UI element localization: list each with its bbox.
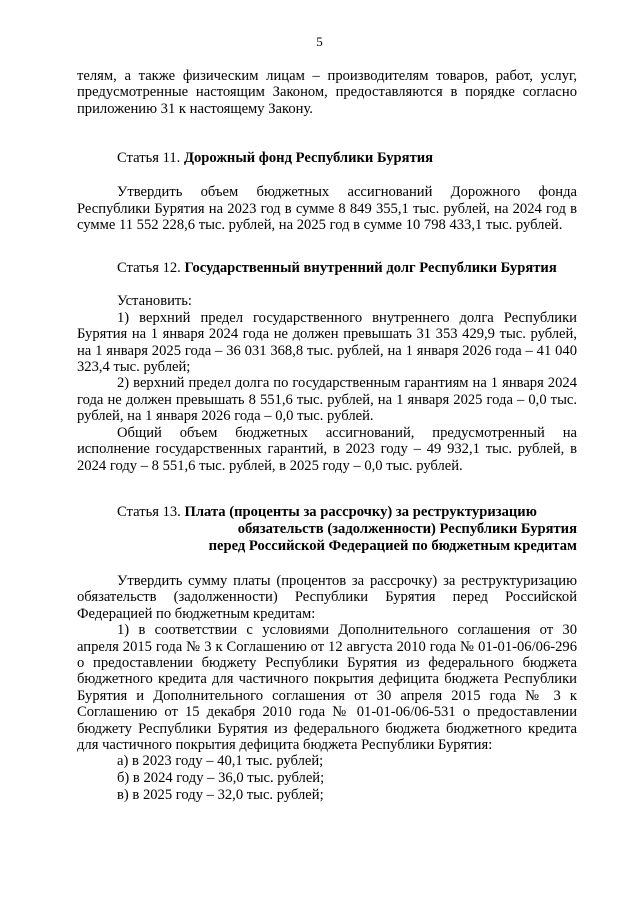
article-13-paragraph-1: Утвердить сумму платы (процентов за рассрочку) за реструктуризацию обязательств (задолженности) Республики Бурятия перед Российской Федерацией по бюджетным кредитам: [77,572,577,622]
list-item: а) в 2023 году – 40,1 тыс. рублей; [117,753,324,770]
intro-paragraph: телям, а также физическим лицам – производителям товаров, работ, услуг, предусмотренные настоящим Законом, предоставляются в порядке согласно приложению 31 к настоящему Закону. [77,68,577,117]
article-11-heading [77,150,577,167]
article-11-prefix: Статья 11. [117,150,181,167]
list-item: в) в 2025 году – 32,0 тыс. рублей; [117,787,324,804]
list-item: б) в 2024 году – 36,0 тыс. рублей; [117,770,325,787]
article-12-title: Государственный внутренний долг Республики Бурятия [184,260,557,277]
article-12-prefix: Статья 12. [117,260,181,277]
article-13-paragraph-2: 1) в соответствии с условиями Дополнительного соглашения от 30 апреля 2015 года № 3 к Соглашению от 12 августа 2010 года № 01-01-06/06-296 о предоставлении бюджету Республики Бурятия из федерального бюджета бюджетного кредита для частичного покрытия дефицита бюджета Республики Бурятия и Дополнительного соглашения от 30 апреля 2015 года № 3 к Соглашению от 15 декабря 2010 года № 01-01-06/06-531 о предоставлении бюджету Республики Бурятия из федерального бюджета бюджетного кредита для частичного покрытия дефицита бюджета Республики Бурятия: [77,622,577,753]
article-12-paragraph-2: 2) верхний предел долга по государственным гарантиям на 1 января 2024 года не должен превышать 8 551,6 тыс. рублей, на 1 января 2025 года – 0,0 тыс. рублей, на 1 января 2026 года – 0,0 тыс. рублей. [77,375,577,425]
article-13-title-line-3: перед Российской Федерацией по бюджетным кредитам [208,537,577,554]
article-13-title-line-2: обязательств (задолженности) Республики Бурятия [237,520,577,537]
article-12-paragraph-1: 1) верхний предел государственного внутреннего долга Республики Бурятия на 1 января 2024 года не должен превышать 31 353 429,9 тыс. рублей, на 1 января 2025 года – 36 031 368,8 тыс. рублей, на 1 января 2026 года – 41 040 323,4 тыс. рублей; [77,309,577,376]
article-12-paragraph-3: Общий объем бюджетных ассигнований, предусмотренный на исполнение государственных гарантий, в 2023 году – 49 932,1 тыс. рублей, в 2024 году – 8 551,6 тыс. рублей, в 2025 году – 0,0 тыс. рублей. [77,424,577,474]
article-13-prefix: Статья 13. [117,503,181,520]
document-body [77,68,577,804]
article-11-title: Дорожный фонд Республики Бурятия [183,150,434,167]
article-12-heading [77,260,577,277]
article-12-lead: Установить: [117,293,192,310]
article-13-title-line-1: Плата (проценты за рассрочку) за реструктуризацию [184,503,537,520]
page-number: 5 [316,34,323,49]
article-11-text: Утвердить объем бюджетных ассигнований Дорожного фонда Республики Бурятия на 2023 год в сумме 8 849 355,1 тыс. рублей, на 2024 год в сумме 11 552 228,6 тыс. рублей, на 2025 год в сумме 10 798 433,1 тыс. рублей. [77,184,577,234]
article-13-heading [77,504,577,555]
article-13-heading-line-1 [117,504,577,521]
